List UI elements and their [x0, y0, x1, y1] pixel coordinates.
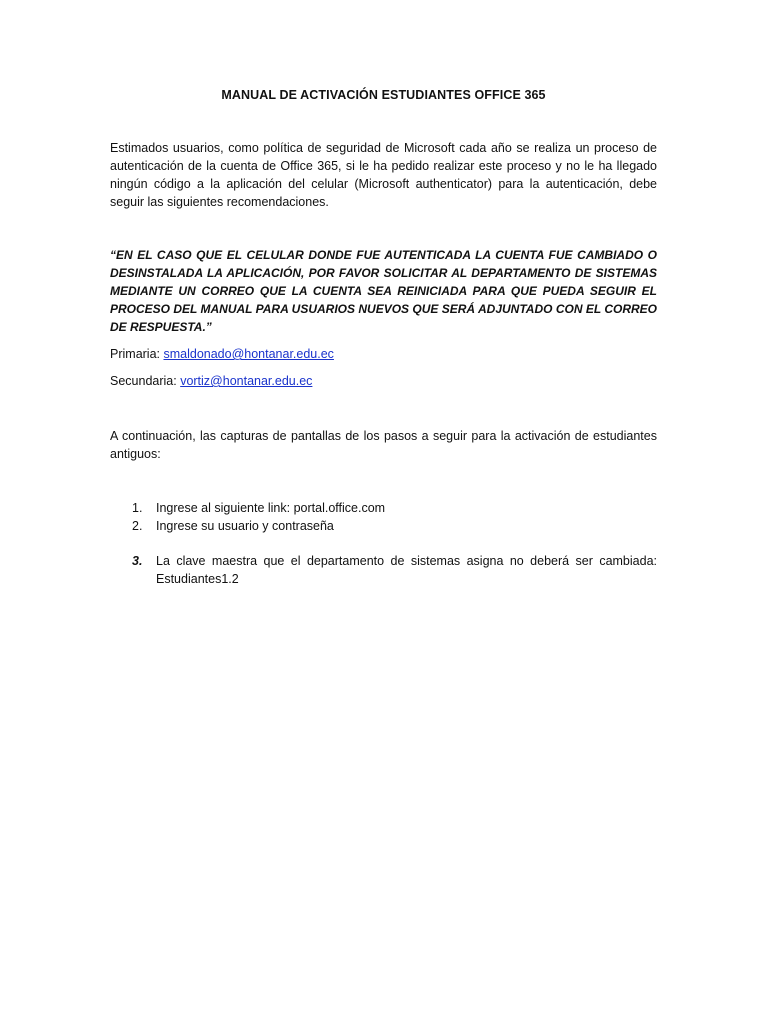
- secondary-contact-label: Secundaria:: [110, 374, 181, 388]
- list-item: [110, 552, 657, 588]
- step-number: 3.: [132, 554, 143, 568]
- list-item: [110, 517, 657, 535]
- secondary-email-link[interactable]: vortiz@hontanar.edu.ec: [180, 374, 313, 388]
- step-text: Ingrese su usuario y contraseña: [156, 519, 334, 533]
- secondary-contact: [110, 372, 312, 390]
- primary-contact-label: Primaria:: [110, 347, 164, 361]
- document-page: [110, 0, 657, 1024]
- primary-email-link[interactable]: smaldonado@hontanar.edu.ec: [163, 347, 334, 361]
- intro-paragraph: Estimados usuarios, como política de seguridad de Microsoft cada año se realiza un proceso de autenticación de la cuenta de Office 365, si le ha pedido realizar este proceso y no le ha llegado ningún código a la aplicación del celular (Microsoft authenticator) para la autenticación, debe seguir las siguientes recomendaciones.: [110, 141, 657, 209]
- continuation-paragraph: A continuación, las capturas de pantallas de los pasos a seguir para la activación de estudiantes antiguos:: [110, 429, 657, 461]
- steps-list: [110, 499, 657, 588]
- step-text: Ingrese al siguiente link: portal.office.com: [156, 501, 386, 515]
- step-number: 2.: [132, 519, 143, 533]
- list-item: [110, 499, 657, 517]
- document-title: MANUAL DE ACTIVACIÓN ESTUDIANTES OFFICE 365: [221, 88, 546, 102]
- primary-contact: [110, 345, 334, 363]
- warning-paragraph: “EN EL CASO QUE EL CELULAR DONDE FUE AUTENTICADA LA CUENTA FUE CAMBIADO O DESINSTALADA LA APLICACIÓN, POR FAVOR SOLICITAR AL DEPARTAMENTO DE SISTEMAS MEDIANTE UN CORREO QUE LA CUENTA SEA REINICIADA PARA QUE PUEDA SEGUIR EL PROCESO DEL MANUAL PARA USUARIOS NUEVOS QUE SERÁ ADJUNTADO CON EL CORREO DE RESPUESTA.”: [110, 248, 657, 334]
- step-text: La clave maestra que el departamento de sistemas asigna no deberá ser cambiada: Estudiantes1.2: [156, 554, 657, 586]
- step-number: 1.: [132, 501, 143, 515]
